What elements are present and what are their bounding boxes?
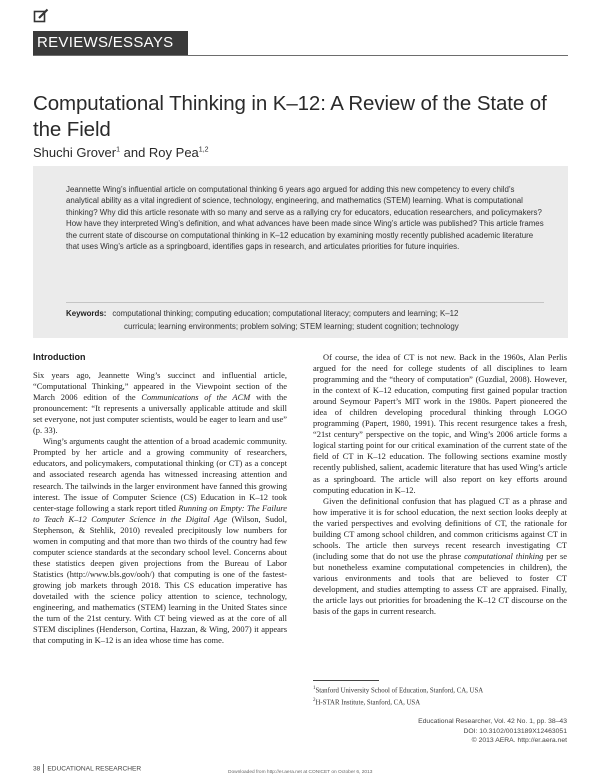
- abstract-box: [33, 166, 568, 338]
- paragraph: [33, 436, 287, 646]
- download-notice: Downloaded from http://er.aera.net at CONICET on October 6, 2013: [228, 770, 373, 775]
- author-name: Roy Pea: [148, 145, 199, 160]
- affiliation-item: [313, 696, 567, 708]
- body-column-left: [33, 352, 287, 646]
- paragraph: [313, 496, 567, 618]
- journal-name: EDUCATIONAL RESEARCHER: [47, 765, 142, 773]
- journal-citation: Educational Researcher, Vol. 42 No. 1, pp. 38–43: [418, 718, 567, 725]
- article-title: Computational Thinking in K–12: A Review of the State of the Field: [33, 92, 547, 141]
- publication-info: [418, 717, 567, 746]
- report-title: Running on Empty: The Failure to Teach K–12 Computer Science in the Digital Age: [33, 502, 288, 524]
- affiliation-divider: [313, 680, 379, 681]
- copyright: © 2013 AERA. http://er.aera.net: [471, 737, 567, 744]
- affiliation-marker: 1: [313, 686, 316, 691]
- affiliations: [313, 684, 567, 708]
- keywords-label: Keywords:: [66, 309, 107, 318]
- keywords-divider: [66, 302, 544, 303]
- affiliation-marker: 2: [313, 697, 316, 703]
- paragraph-text: per se but nonetheless examine computational competencies in children), the various environments and tools that are believed to foster CT development, and studies attempting to assess CT are appraised. Finally, the article lays out priorities for broadening the K–12 CT discourse on the basis of the gaps in current research.: [313, 550, 567, 617]
- doi: DOI: 10.3102/0013189X12463051: [463, 727, 567, 735]
- author-name: Shuchi Grover: [33, 145, 117, 160]
- page-number: 38: [33, 765, 41, 773]
- author-join: and: [120, 145, 149, 160]
- paragraph-text: (Wilson, Sudol, Stephenson, & Stehlik, 2010) revealed precipitously low numbers for women in computing and that more than two thirds of the country had few computer science standards at the secondary school level. Concerns about these statistics deepen given projections from the Bureau of Labor Statistics (http://www.bls.gov/ooh/) that computing is one of the fastest-growing job markets through 2018. This CS education imperative has dovetailed with the science policy attention to science, technology, engineering, and mathematics (STEM) learning in the United States since the turn of the 21st century. With CT being viewed as at the core of all STEM disciplines (Henderson, Cortina, Hazzan, & Wing, 2007) it appears that computing in K–12 is an idea whose time has come.: [33, 513, 287, 646]
- section-tag: REVIEWS/ESSAYS: [33, 31, 188, 55]
- header-band: [0, 0, 600, 55]
- paragraph-text: with the pronouncement: “It represents a universally applicable attitude and skill set everyone, not just computer scientists, would be eager to learn and use” (p. 33).: [33, 392, 288, 436]
- keywords-line: computational thinking; computing education; computational literacy; computers and learning; K–12: [112, 309, 459, 318]
- pen-square-icon: [33, 8, 49, 24]
- author-affiliation-marker: 1,2: [198, 146, 209, 154]
- journal-title: Communications of the ACM: [141, 392, 251, 403]
- author-affiliation-marker: 1: [116, 146, 120, 154]
- paragraph: [33, 370, 287, 436]
- footer-divider: [43, 764, 44, 773]
- paragraph: Of course, the idea of CT is not new. Back in the 1960s, Alan Perlis argued for the need for college students of all disciplines to learn programming and the “theory of computation” (Guzdial, 2008). However, in the context of K–12 education, computing first gained popular traction around Seymour Papert’s MIT work in the 1980s. Papert pioneered the idea of children developing procedural thinking through LOGO programming (Papert, 1980, 1991). This recent resurgence takes a fresh, “21st century” perspective on the topic, and Wing’s 2006 article forms a logical starting point for our critical examination of the current state of the field of CT in K–12 education. The following sections examine mostly recently published, salient, academic literature that has used Wing’s article as a springboard. The article will also report on key efforts around computing education in K–12.: [313, 352, 567, 495]
- affiliation-text: Stanford University School of Education, Stanford, CA, USA: [315, 687, 484, 695]
- page-footer: [33, 764, 141, 773]
- authors: [33, 145, 209, 160]
- body-column-right: [313, 352, 567, 617]
- keywords-line: curricula; learning environments; problem solving; STEM learning; student cognition; technology: [124, 321, 459, 331]
- emphasized-term: computational thinking: [464, 550, 544, 561]
- affiliation-text: H-STAR Institute, Stanford, CA, USA: [315, 699, 421, 707]
- affiliation-item: [313, 684, 567, 696]
- keywords: [66, 308, 551, 333]
- abstract-text: Jeannette Wing’s influential article on computational thinking 6 years ago argued for adding this new competency to every child’s analytical ability as a vital ingredient of science, technology, engineering, and mathematics (STEM) learning. What is computational thinking? Why did this article resonate with so many and serve as a rallying cry for educators, education researchers, and policymakers? How have they interpreted Wing’s definition, and what advances have been made since Wing’s article was published? This article frames the current state of discourse on computational thinking in K–12 education by examining mostly recently published academic literature that uses Wing’s article as a springboard, identifies gaps in research, and articulates priorities for future inquiries.: [66, 185, 544, 252]
- paragraph-text: Six years ago, Jeannette Wing’s succinct and influential article, “Computational Thinking,” appeared in the Viewpoint section of the March 2006 edition of the: [33, 370, 287, 403]
- section-heading: Introduction: [33, 352, 86, 362]
- header-rule: [33, 55, 568, 56]
- paragraph-text: Given the definitional confusion that has plagued CT as a phrase and how imperative it is for school education, the next section looks deeply at the varied perspectives and evolving definitions of CT, the rationale for building CT among school children, and common criticisms against CT in schools. The article then surveys recent research investigating CT (including some that do not use the phrase: [313, 495, 567, 561]
- paragraph-text: Wing’s arguments caught the attention of a broad academic community. Prompted by her article and a growing community of researchers, educators, and policymakers, computational thinking (or CT) as a concept and associated research agenda has witnessed increasing attention and research. The tailwinds in the larger environment have fanned this growing interest. The issue of Computer Science (CS) Education in K–12 took center-stage following a stark report titled: [33, 436, 287, 513]
